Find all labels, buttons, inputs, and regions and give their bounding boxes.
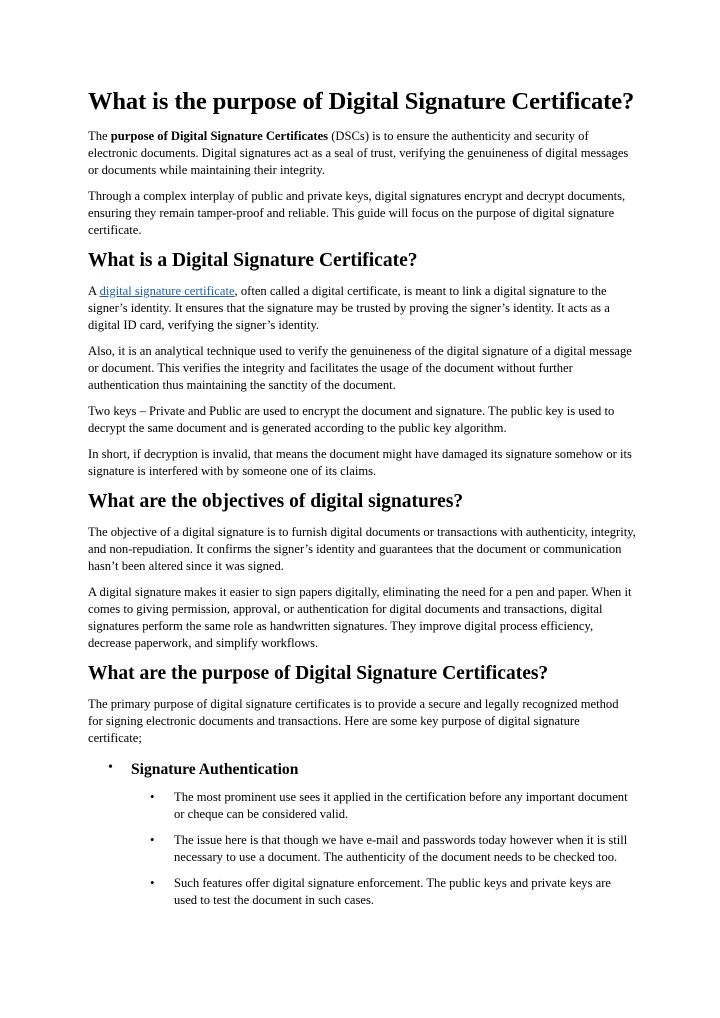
bullet-icon: • <box>150 876 155 890</box>
section2-paragraph-2: A digital signature makes it easier to sign papers digitally, eliminating the need for a pen and paper. When it comes to giving permission, approval, or authentication for digital documents and transactions, digital signatures perform the same role as handwritten signatures. They improve digital process efficiency, decrease paperwork, and simplify workflows. <box>88 585 632 650</box>
section2-paragraph-1: The objective of a digital signature is to furnish digital documents or transactions with authenticity, integrity, and non-repudiation. It confirms the signer’s identity and guarantees that the document or communication hasn’t been altered since it was signed. <box>88 525 636 573</box>
intro-bold-phrase: purpose of Digital Signature Certificates <box>110 129 329 143</box>
section1-paragraph-3: Two keys – Private and Public are used to encrypt the document and signature. The public key is used to decrypt the same document and is generated according to the public key algorithm. <box>88 404 615 435</box>
bullet-icon: • <box>108 760 113 775</box>
section3-paragraph-1: The primary purpose of digital signature certificates is to provide a secure and legally recognized method for signing electronic documents and transactions. Here are some key purpose of digital signature certificate; <box>88 697 619 745</box>
sub-list-item <box>131 832 636 866</box>
list-item-label: Signature Authentication <box>131 761 299 778</box>
section1-text-suffix: , often called a digital certificate, is meant to link a digital signature to the signer’s identity. It ensures that the signature may be trusted by proving the signer’s identity. It acts as a digital ID card, verifying the signer’s identity. <box>88 284 610 332</box>
sub-list-item-text: The most prominent use sees it applied in the certification before any important document or cheque can be considered valid. <box>174 790 628 821</box>
dsc-link[interactable]: digital signature certificate <box>99 284 235 298</box>
section1-paragraph-4: In short, if decryption is invalid, that means the document might have damaged its signature somehow or its signature is interfered with by someone one of its claims. <box>88 447 632 478</box>
bullet-icon: • <box>150 790 155 804</box>
section-heading-what-is-dsc: What is a Digital Signature Certificate? <box>88 250 418 271</box>
purpose-list <box>88 759 636 909</box>
page-title: What is the purpose of Digital Signature Certificate? <box>88 88 635 115</box>
sub-list <box>131 789 636 909</box>
sub-list-item-text: Such features offer digital signature enforcement. The public keys and private keys are used to test the document in such cases. <box>174 876 612 907</box>
section-heading-purpose: What are the purpose of Digital Signature Certificates? <box>88 663 549 684</box>
intro-text-prefix: The <box>88 129 111 143</box>
section1-paragraph-1 <box>88 283 636 334</box>
section1-paragraph-2: Also, it is an analytical technique used to verify the genuineness of the digital signature of a digital message or document. This verifies the integrity and facilitates the usage of the document without further authentication thus maintaining the sanctity of the document. <box>88 344 632 392</box>
intro-text-suffix: (DSCs) is to ensure the authenticity and security of electronic documents. Digital signatures act as a seal of trust, verifying the genuineness of digital messages or documents while maintaining their integrity. <box>88 129 629 177</box>
intro-paragraph-1 <box>88 128 636 179</box>
list-item <box>88 759 636 909</box>
section1-text-prefix: A <box>88 284 100 298</box>
intro-paragraph-2: Through a complex interplay of public and private keys, digital signatures encrypt and decrypt documents, ensuring they remain tamper-proof and reliable. This guide will focus on the purpose of digital signature certificate. <box>88 189 626 237</box>
bullet-icon: • <box>150 833 155 847</box>
sub-list-item <box>131 875 636 909</box>
sub-list-item <box>131 789 636 823</box>
sub-list-item-text: The issue here is that though we have e-mail and passwords today however when it is still necessary to use a document. The authenticity of the document needs to be checked too. <box>174 833 628 864</box>
section-heading-objectives: What are the objectives of digital signatures? <box>88 491 464 512</box>
